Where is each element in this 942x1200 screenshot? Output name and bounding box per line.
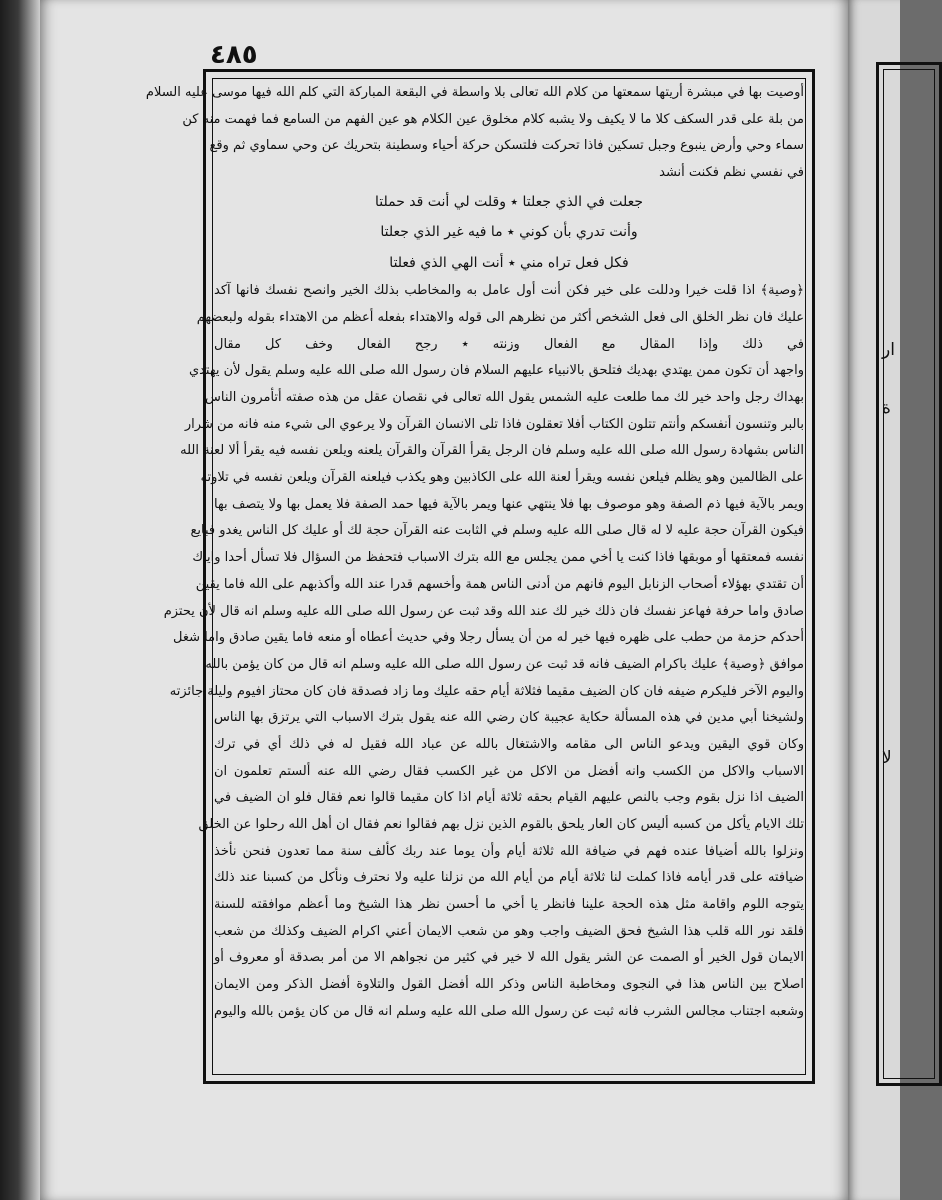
arabic-text-block [145, 80, 804, 1075]
poem-verse: فكل فعل تراه مني ٭ أنت الهي الذي فعلتا [389, 254, 629, 271]
text-line: ﴿وصية﴾ اذا قلت خيرا ودللت على خير فكن أنت أول عامل به والمخاطب بذلك الخير وانصح نفسك فانها آكد [214, 283, 804, 299]
text-line: تلك الايام يأكل من كسبه أليس كان العار يلحق بالقوم الذين نزل بهم فقالوا نعم فقال ان أهل الله رحلوا عن الخلق [198, 817, 804, 832]
text-line: بهداك رجل واحد خير لك مما طلعت عليه الشمس يقول الله تعالى في نقصان عقل من هذه صفته أتأمرون الناس [205, 390, 804, 405]
text-line: صادق واما حرفة فهاعز نفسك فان ذلك خير لك عند الله وقد ثبت عن رسول الله صلى الله عليه وسلم انه قال لأن يحتزم [163, 603, 804, 619]
text-line: ونزلوا بالله أضيافا عنده فهم في ضيافة الله ثلاثة أيام وأن يوما عند ربك كألف سنة مما تعدون فنحن نأخذ [214, 843, 804, 859]
text-line: الضيف اذا نزل بقوم وجب بالنص عليهم القيام بحقه ثلاثة أيام اذا كان مقيما قالوا نعم فقال فلو ان الضيف في [214, 790, 804, 806]
text-line: وكان قوي اليقين ويدعو الناس الى مقامه والاشتغال بالله عن عباد الله فقيل له في ذلك أي في ترك [214, 736, 804, 752]
text-line: الناس بشهادة رسول الله صلى الله عليه وسلم فان الرجل يقرأ القرآن والقرآن يلعنه ويلعن نفسه فيه يقرأ ألا لعنة الله [180, 443, 804, 459]
text-line: نفسه فمعتقها أو موبقها فاذا كنت يا أخي ممن يجلس مع الله بترك الاسباب فتحفظ من السؤال فلا تسأل أحدا واياك [192, 550, 804, 566]
text-line: سماء وحي وأرض ينبوع وجبل تسكين فاذا تحركت فلتسكن حركة أحياء وسطينة بتحريك عن وحي سماوي ثم وقع [209, 138, 804, 154]
text-line: الاسباب والاكل من الكسب وانه أفضل من الاكل من غير الكسب فقال رضي الله عنه ألستم تعلمون ان [214, 763, 804, 779]
text-line: فيكون القرآن حجة عليه لا له قال صلى الله عليه وسلم في الثابت عنه القرآن حجة لك أو عليك كل الناس يغدو فبايع [190, 523, 804, 539]
text-line: موافق ﴿وصية﴾ عليك باكرام الضيف فانه قد ثبت عن رسول الله صلى الله عليه وسلم انه قال من كان يؤمن بالله [205, 656, 804, 672]
text-line: بالبر وتنسون أنفسكم وأنتم تتلون الكتاب أفلا تعقلون فاذا تلى الانسان القرآن ولا يرعوي الى شيء منه فانه من شرار [184, 416, 804, 432]
page-number: ٤٨٥ [210, 40, 258, 70]
text-line: ويمر بالآية فيها ذم الصفة وهو موصوف بها فلا ينتهي عنها ويمر بالآية فيها حمد الصفة فلا يعمل بها ولا يتصف بها [214, 496, 804, 512]
text-line: اصلاح بين الناس هذا في النجوى ومخاطبة الناس وذكر الله أفضل القول والتلاوة أفضل الذكر ومن الايمان [214, 977, 804, 993]
poem-verse: وأنت تدري بأن كوني ٭ ما فيه غير الذي جعلتا [380, 224, 638, 241]
text-line: الايمان قول الخير أو الصمت عن الشر يقول الله لا خير في كثير من نجواهم الا من أمر بصدقة أو معروف أو [214, 950, 804, 966]
text-line: وشعبه اجتناب مجالس الشرب فانه ثبت عن رسول الله صلى الله عليه وسلم انه قال من كان يؤمن بالله واليوم [214, 1003, 804, 1019]
text-line: ولشيخنا أبي مدين في هذه المسألة حكاية عجيبة كان رضي الله عنه يقول بترك الاسباب التي يرتزق بها الناس [214, 710, 804, 726]
text-line: أحدكم حزمة من حطب على ظهره فيها خير له من أن يسأل رجلا وفي حديث أعطاه أو منعه فاما يقين صادق واما شغل [173, 630, 804, 646]
text-line: واليوم الآخر فليكرم ضيفه فان كان الضيف مقيما فثلاثة أيام حقه عليك وما زاد فصدقة فان كان محتاز افيوم وليلة جائزته [169, 683, 804, 699]
adjacent-page-frame [876, 62, 942, 1086]
adjacent-page-fragment: لا [882, 748, 892, 768]
poem-verse: جعلت في الذي جعلتا ٭ وقلت لي أنت قد حملتا [374, 193, 644, 210]
text-line: في ذلك وإذا المقال مع الفعال وزنته ٭ رجح الفعال وخف كل مقال [214, 336, 804, 352]
text-line: عليك فان نظر الخلق الى فعل الشخص أكثر من نظرهم الى قوله والاهتداء بفعله أعظم من الاهتداء بقوله ولبعضهم [196, 309, 804, 325]
text-line: ضيافته على قدر أيامه فاذا كملت لنا ثلاثة أيام من أيام الله من نزلنا عليه ولا نحترف ونأكل من كسبنا عند ذلك [214, 870, 804, 886]
text-line: يتوجه اللوم واقامة مثل هذه الحجة علينا فانظر يا أخي ما أحسن نظر هذا الشيخ وما أعظم موافقته للسنة [214, 897, 804, 913]
text-line: من بلة على قدر السكف كلا ما لا يكيف ولا يشبه كلام مخلوق عين الكلام هو عين الفهم من السامع فما فهمت منه كن [182, 111, 804, 127]
text-line: واجهد أن تكون ممن يهتدي بهديك فتلحق بالانبياء عليهم السلام فان رسول الله صلى الله عليه وسلم يقول لأن يهتدي [188, 363, 804, 379]
text-line: في نفسي نظم فكنت أنشد [659, 165, 804, 181]
text-line: أوصيت بها في مبشرة أريتها سمعتها من كلام الله تعالى بلا واسطة في البقعة المباركة التي كلم الله فيها موسى عليه السلام [145, 85, 804, 100]
book-spine-shadow [0, 0, 40, 1200]
adjacent-page-edge [848, 0, 900, 1200]
text-line: فلقد نور الله قلب هذا الشيخ فحق الضيف واجب وهو من شعب الايمان أعني اكرام الضيف وكذلك من شعب [214, 923, 804, 939]
text-line: أن تقتدي بهؤلاء أصحاب الزنابل اليوم فانهم من أدنى الناس همة وأخسهم قدرا عند الله وأكذبهم على الله فاما يقين [195, 576, 804, 592]
adjacent-page-fragment: ار [882, 340, 895, 360]
text-line: على الظالمين وهو يظلم فيلعن نفسه ويقرأ لعنة الله على الكاذبين وهو يكذب فيلعنه القرآن ويلعن نفسه في تلاوته [200, 470, 804, 486]
adjacent-page-fragment: ة [882, 398, 891, 418]
